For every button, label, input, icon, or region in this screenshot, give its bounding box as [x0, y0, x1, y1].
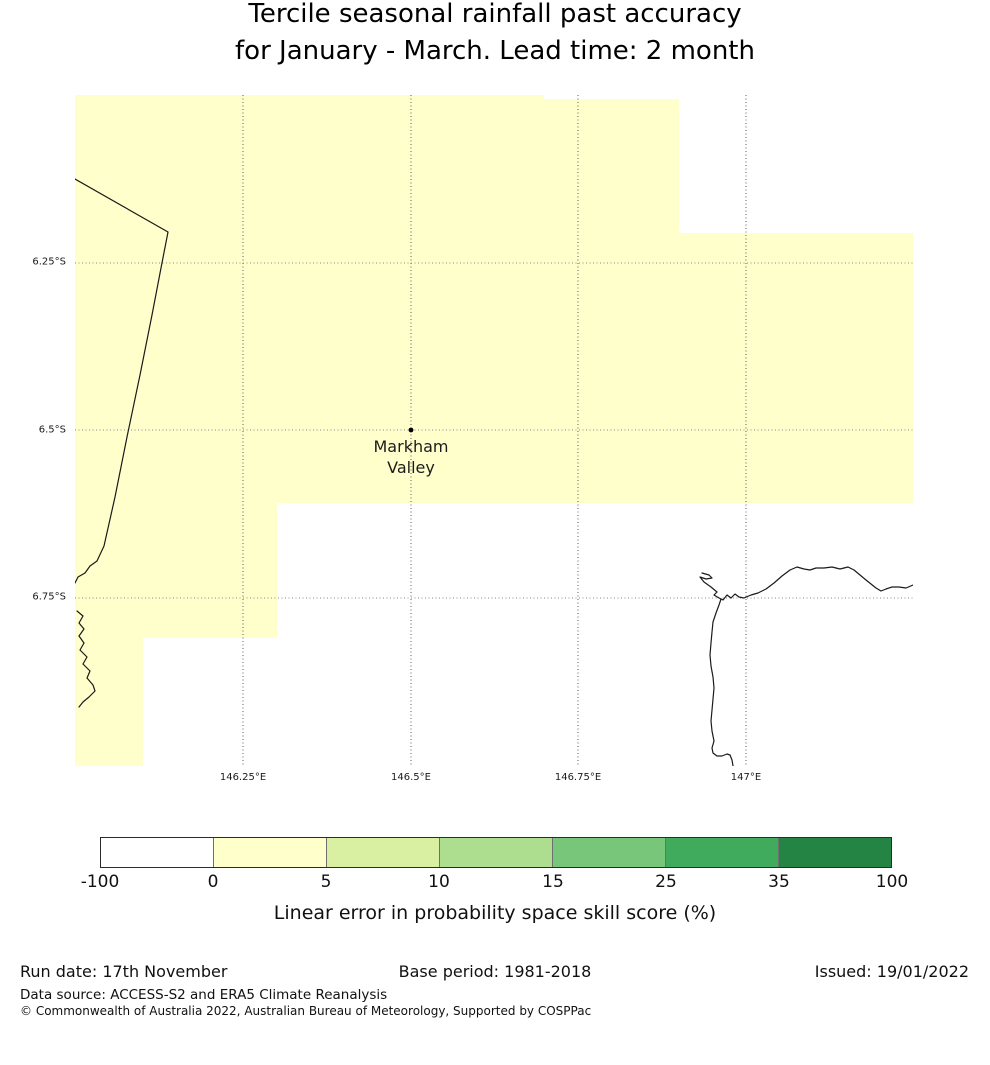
markham-valley-label — [311, 436, 511, 478]
colorbar-segment-7 — [778, 838, 891, 867]
markham-valley-marker-dot — [409, 428, 414, 433]
colorbar-tick-100: 100 — [875, 872, 909, 892]
issued-date-text: Issued: 19/01/2022 — [814, 962, 969, 981]
lon-tick-146-25e: 146.25°E — [219, 772, 267, 783]
copyright-text: © Commonwealth of Australia 2022, Australian Bureau of Meteorology, Supported by COSPPac — [20, 1004, 592, 1018]
figure-title-line2: for January - March. Lead time: 2 month — [235, 36, 755, 66]
lon-tick-146-75e: 146.75°E — [554, 772, 602, 783]
run-date-text: Run date: 17th November — [20, 962, 228, 981]
markham-valley-label-line1: Markham — [373, 437, 449, 456]
colorbar-tick-35: 35 — [768, 872, 790, 892]
huon-gulf-coast-path — [700, 567, 913, 600]
south-coast-branch-path — [710, 599, 733, 766]
map-plot — [75, 95, 913, 766]
colorbar-segment-2 — [213, 838, 326, 867]
colorbar-segment-6 — [665, 838, 778, 867]
colorbar-tick-0: 0 — [207, 872, 219, 892]
colorbar-tick-10: 10 — [428, 872, 450, 892]
colorbar — [100, 837, 892, 868]
lat-tick-6-5s: 6.5°S — [38, 424, 66, 436]
colorbar-tick-15: 15 — [542, 872, 564, 892]
markham-valley-label-line2: Valley — [387, 458, 435, 477]
lat-tick-6-25s: 6.25°S — [32, 256, 66, 268]
colorbar-segment-4 — [439, 838, 552, 867]
colorbar-axis-label: Linear error in probability space skill score (%) — [273, 902, 717, 924]
colorbar-tick-25: 25 — [655, 872, 677, 892]
colorbar-segment-5 — [552, 838, 665, 867]
data-source-text: Data source: ACCESS-S2 and ERA5 Climate Reanalysis — [20, 987, 388, 1003]
colorbar-tick-neg100: -100 — [80, 872, 120, 892]
base-period-text: Base period: 1981-2018 — [398, 962, 592, 981]
lon-tick-147e: 147°E — [730, 772, 762, 783]
lat-tick-6-75s: 6.75°S — [32, 591, 66, 603]
figure-title — [0, 0, 990, 70]
figure-title-line1: Tercile seasonal rainfall past accuracy — [248, 0, 742, 29]
colorbar-segment-1 — [101, 838, 213, 867]
colorbar-tick-5: 5 — [320, 872, 332, 892]
skill-region-polygon — [75, 95, 913, 766]
lon-tick-146-5e: 146.5°E — [391, 772, 431, 783]
colorbar-segment-3 — [326, 838, 439, 867]
